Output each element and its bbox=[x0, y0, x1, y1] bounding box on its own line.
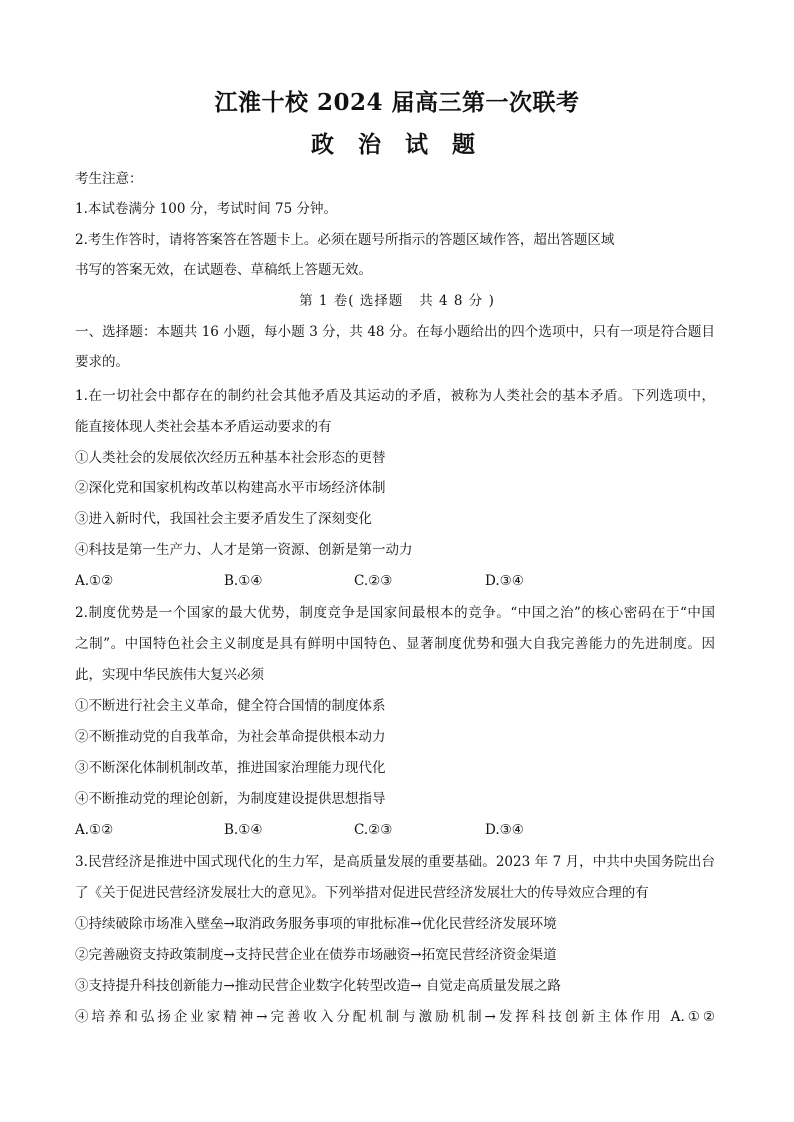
notice-item: 1.本试卷满分 100 分，考试时间 75 分钟。 bbox=[75, 201, 337, 217]
question-2-option-d: D.③④ bbox=[485, 822, 524, 838]
section-instruction: 要求的。 bbox=[75, 354, 129, 370]
question-1-item: ③进入新时代，我国社会主要矛盾发生了深刻变化 bbox=[75, 511, 372, 527]
question-2-stem: 此，实现中华民族伟大复兴必须 bbox=[75, 667, 264, 683]
question-3-stem: 了《关于促进民营经济发展壮大的意见》。下列举措对促进民营经济发展壮大的传导效应合理的有 bbox=[75, 885, 649, 901]
question-1-option-c: C.②③ bbox=[354, 573, 393, 589]
question-3-item: ②完善融资支持政策制度→支持民营企业在债券市场融资→拓宽民营经济资金渠道 bbox=[75, 947, 557, 963]
question-3-item: ①持续破除市场准入壁垒→取消政务服务事项的审批标准→优化民营经济发展环境 bbox=[75, 916, 557, 932]
question-1-item: ④科技是第一生产力、人才是第一资源、创新是第一动力 bbox=[75, 542, 413, 558]
question-1-option-d: D.③④ bbox=[485, 573, 524, 589]
notice-item: 书写的答案无效，在试题卷、草稿纸上答题无效。 bbox=[75, 262, 372, 278]
question-2-item: ②不断推动党的自我革命，为社会革命提供根本动力 bbox=[75, 729, 386, 745]
section-instruction: 一、选择题：本题共 16 小题，每小题 3 分，共 48 分。在每小题给出的四个选项中，只有一项是符合题目 bbox=[75, 324, 715, 340]
question-2-item: ①不断进行社会主义革命，健全符合国情的制度体系 bbox=[75, 698, 386, 714]
section-title: 第 1 卷( 选择题 共 4 8 分 ) bbox=[299, 293, 495, 309]
question-2-option-a: A.①② bbox=[75, 822, 114, 838]
subject-title: 政 治 试 题 bbox=[310, 131, 484, 158]
question-1-item: ①人类社会的发展依次经历五种基本社会形态的更替 bbox=[75, 450, 386, 466]
question-1-stem: 1.在一切社会中都存在的制约社会其他矛盾及其运动的矛盾，被称为人类社会的基本矛盾。下列选项中， bbox=[75, 388, 715, 404]
question-2-item: ③不断深化体制机制改革，推进国家治理能力现代化 bbox=[75, 760, 386, 776]
notice-item: 2.考生作答时，请将答案答在答题卡上。必须在题号所指示的答题区域作答，超出答题区域 bbox=[75, 232, 615, 248]
question-2-option-c: C.②③ bbox=[354, 822, 393, 838]
question-2-stem: 2.制度优势是一个国家的最大优势，制度竞争是国家间最根本的竞争。“中国之治”的核心密码在于“中国 bbox=[75, 605, 715, 621]
question-1-stem: 能直接体现人类社会基本矛盾运动要求的有 bbox=[75, 419, 332, 435]
question-1-option-a: A.①② bbox=[75, 573, 114, 589]
question-2-stem: 之制”。中国特色社会主义制度是具有鲜明中国特色、显著制度优势和强大自我完善能力的先进制度。因 bbox=[75, 636, 715, 652]
exam-title: 江淮十校 2024 届高三第一次联考 bbox=[214, 89, 580, 116]
notice-heading: 考生注意： bbox=[75, 171, 143, 187]
question-1-option-b: B.①④ bbox=[224, 573, 263, 589]
question-3-stem: 3.民营经济是推进中国式现代化的生力军，是高质量发展的重要基础。2023 年 7 月，中共中央国务院出台 bbox=[75, 854, 715, 870]
question-3-item: ④培养和弘扬企业家精神→完善收入分配机制与激励机制→发挥科技创新主体作用 A.①② bbox=[75, 1009, 715, 1025]
question-1-item: ②深化党和国家机构改革以构建高水平市场经济体制 bbox=[75, 480, 386, 496]
question-3-item: ③支持提升科技创新能力→推动民营企业数字化转型改造→ 自觉走高质量发展之路 bbox=[75, 978, 561, 994]
question-2-item: ④不断推动党的理论创新，为制度建设提供思想指导 bbox=[75, 791, 386, 807]
question-2-option-b: B.①④ bbox=[224, 822, 263, 838]
